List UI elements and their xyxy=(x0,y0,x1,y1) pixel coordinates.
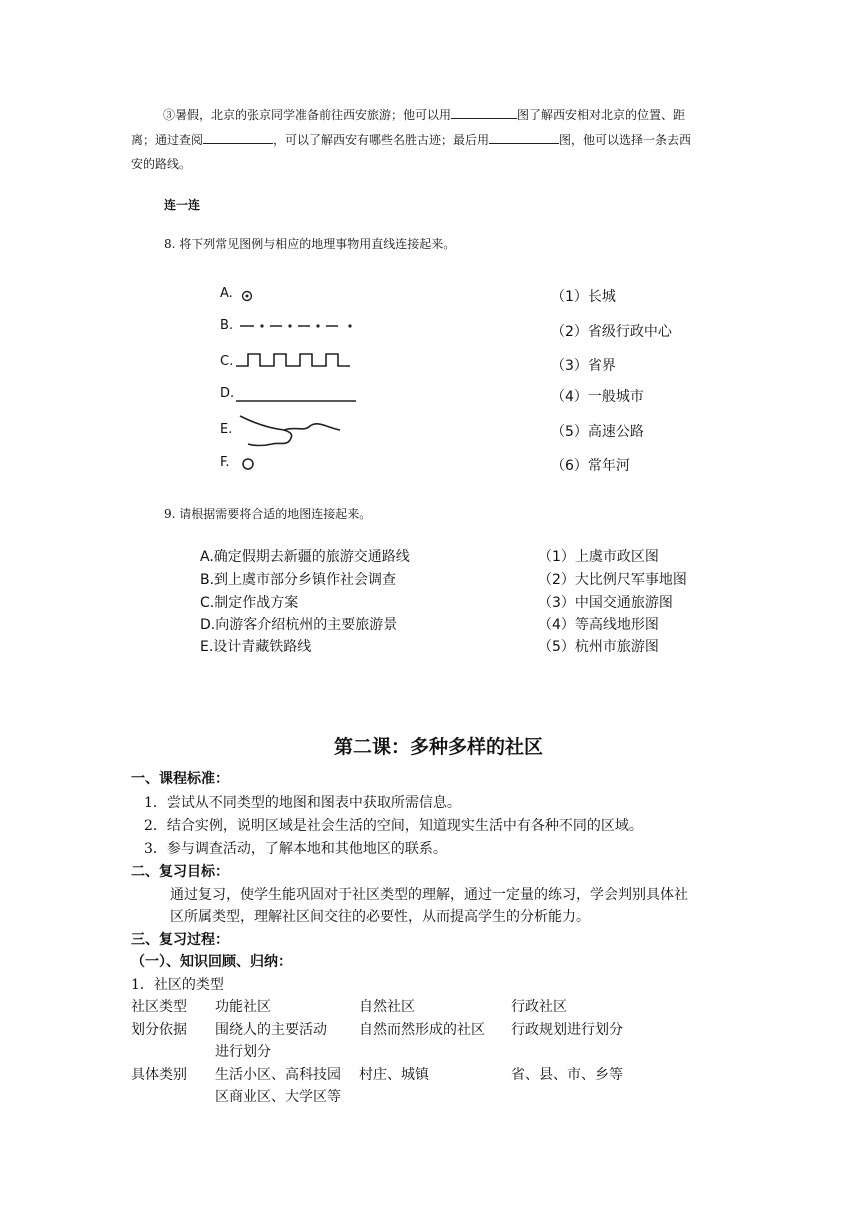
table-r2-c2-cont: 进行划分 xyxy=(215,1044,271,1060)
q8-option-2: （2）省级行政中心 xyxy=(551,324,672,340)
heading-standards: 一、课程标准： xyxy=(131,771,229,787)
table-r3-c4: 省、县、市、乡等 xyxy=(511,1067,623,1083)
standard-3: 3．参与调查活动，了解本地和其他地区的联系。 xyxy=(144,841,447,857)
blank-3[interactable] xyxy=(489,131,559,144)
q8-option-3: （3）省界 xyxy=(551,358,616,374)
goal-line-1: 通过复习，使学生能巩固对于社区类型的理解，通过一定量的练习，学会判别具体社 xyxy=(170,887,688,903)
q8-label-a: A. xyxy=(220,286,233,301)
q8-option-4: （4）一般城市 xyxy=(551,389,644,405)
great-wall-icon xyxy=(234,350,354,370)
heading-goals: 二、复习目标： xyxy=(131,864,229,880)
q8-label-c: C. xyxy=(220,354,234,369)
q8-label-b: B. xyxy=(220,318,234,333)
q9-left-c: C.制定作战方案 xyxy=(200,595,299,611)
table-r2-c2: 围绕人的主要活动 xyxy=(215,1022,327,1038)
table-r1-c3: 自然社区 xyxy=(359,999,415,1015)
goal-line-2: 区所属类型，理解社区间交往的必要性，从而提高学生的分析能力。 xyxy=(170,909,590,925)
q3-text-4: ，可以了解西安有哪些名胜古迹；最后用 xyxy=(273,133,490,147)
q9-right-4: （4）等高线地形图 xyxy=(538,617,659,633)
q9-prompt: 9. 请根据需要将合适的地图连接起来。 xyxy=(164,507,372,521)
q8-option-6: （6）常年河 xyxy=(551,458,630,474)
standard-2: 2．结合实例，说明区域是社会生活的空间，知道现实生活中有各种不同的区域。 xyxy=(144,818,643,834)
table-r3-c3: 村庄、城镇 xyxy=(359,1067,429,1083)
q8-label-d: D. xyxy=(220,386,235,401)
lesson-title: 第二课：多种多样的社区 xyxy=(334,736,544,758)
q9-right-5: （5）杭州市旅游图 xyxy=(538,639,659,655)
table-r1-c2: 功能社区 xyxy=(215,999,271,1015)
q8-option-1: （1）长城 xyxy=(551,289,616,305)
q9-left-d: D.向游客介绍杭州的主要旅游景 xyxy=(200,617,398,633)
q8-option-5: （5）高速公路 xyxy=(551,424,644,440)
blank-2[interactable] xyxy=(203,131,273,144)
section-link-heading: 连一连 xyxy=(164,198,201,212)
q9-left-e: E.设计青藏铁路线 xyxy=(200,639,312,655)
q3-text-5: 图，他可以选择一条去西 xyxy=(559,133,692,147)
table-r1-c4: 行政社区 xyxy=(511,999,567,1015)
q3-line1 xyxy=(163,106,685,123)
q3-text-3: 离；通过查阅 xyxy=(131,133,204,147)
q8-prompt: 8. 将下列常见图例与相应的地理事物用直线连接起来。 xyxy=(164,237,456,251)
heading-process: 三、复习过程： xyxy=(131,932,229,948)
table-r1-c1: 社区类型 xyxy=(131,999,187,1015)
table-r2-c1: 划分依据 xyxy=(131,1022,187,1038)
table-r3-c2-cont: 区商业区、大学区等 xyxy=(215,1089,341,1105)
q9-right-2: （2）大比例尺军事地图 xyxy=(538,572,687,588)
item-community-types: 1．社区的类型 xyxy=(131,977,224,993)
q3-text-6: 安的路线。 xyxy=(131,157,192,171)
table-r3-c1: 具体类别 xyxy=(131,1067,187,1083)
q8-label-e: E. xyxy=(220,422,233,437)
highway-line-icon xyxy=(236,398,360,404)
q3-line2 xyxy=(131,131,691,148)
blank-1[interactable] xyxy=(451,106,517,119)
q9-right-1: （1）上虞市政区图 xyxy=(538,549,659,565)
province-boundary-icon xyxy=(238,320,358,332)
heading-review: （一）、知识回顾、归纳： xyxy=(131,954,292,970)
q3-text-1: ③暑假，北京的张京同学准备前往西安旅游；他可以用 xyxy=(163,108,452,122)
table-r2-c3: 自然而然形成的社区 xyxy=(359,1022,485,1038)
standard-1: 1．尝试从不同类型的地图和图表中获取所需信息。 xyxy=(144,795,461,811)
q9-left-b: B.到上虞市部分乡镇作社会调查 xyxy=(200,572,397,588)
city-symbol-icon xyxy=(240,289,254,303)
river-icon xyxy=(238,412,346,448)
table-r2-c4: 行政规划进行划分 xyxy=(511,1022,623,1038)
table-r3-c2: 生活小区、高科技园 xyxy=(215,1067,341,1083)
q9-left-a: A.确定假期去新疆的旅游交通路线 xyxy=(200,549,410,565)
q3-line3 xyxy=(131,155,191,172)
provincial-capital-icon xyxy=(240,457,256,471)
q8-label-f: F. xyxy=(220,455,230,470)
q9-right-3: （3）中国交通旅游图 xyxy=(538,595,673,611)
q3-text-2: 图了解西安相对北京的位置、距 xyxy=(517,108,686,122)
